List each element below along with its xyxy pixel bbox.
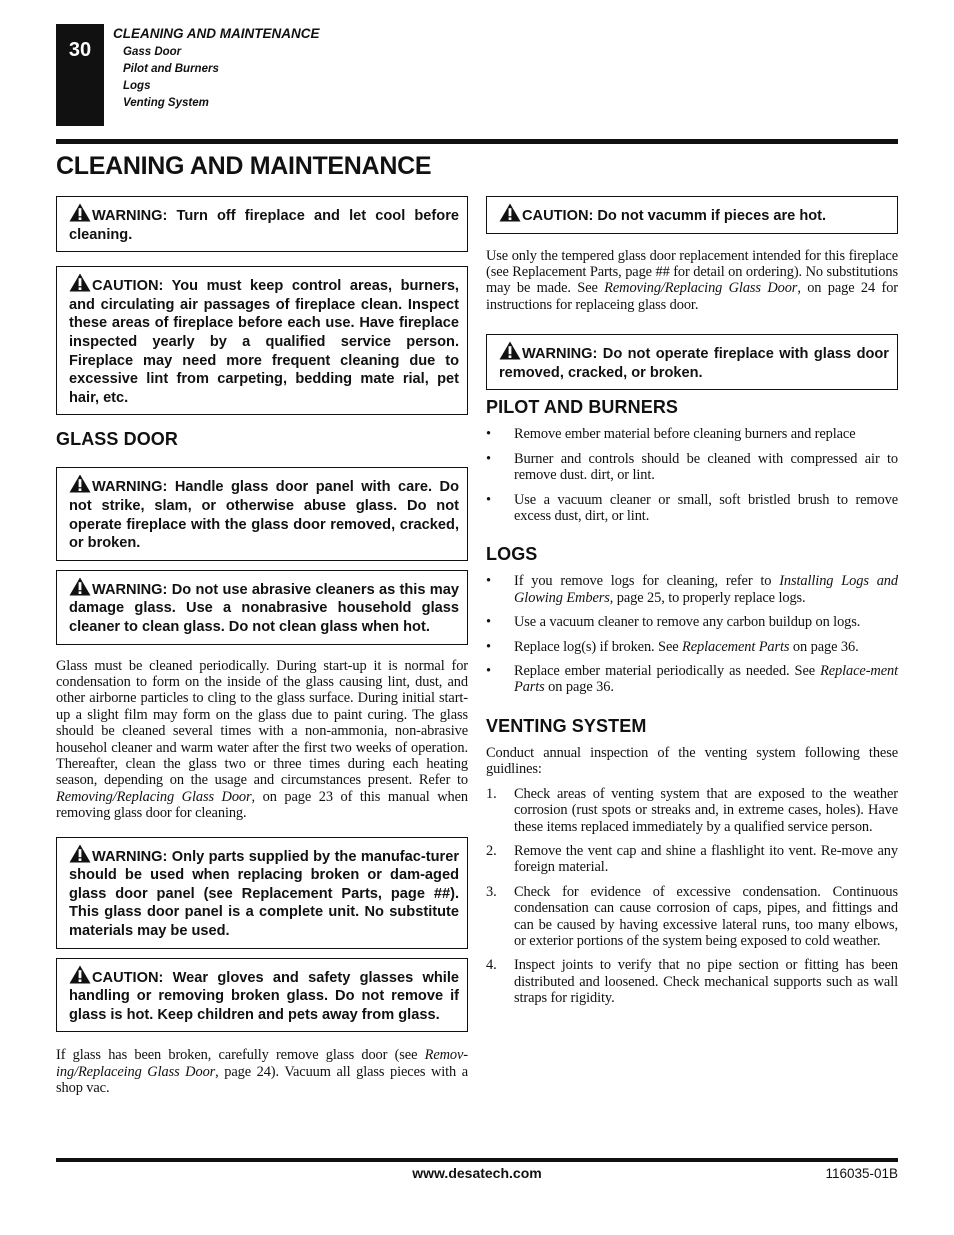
section-heading-venting-system: VENTING SYSTEM: [486, 715, 647, 736]
right-column: [486, 196, 898, 1007]
warning-box-abrasive: [56, 570, 468, 645]
header-rule: [56, 139, 898, 144]
logs-list: [486, 573, 898, 695]
list-item: [486, 843, 898, 876]
header-topic: Gass Door: [123, 46, 182, 58]
warning-text: WARNING: Handle glass door panel with care. Do not strike, slam, or otherwise abuse glass. Do not operate fireplace with the glass door removed, cracked, or broken.: [69, 479, 459, 552]
footer-url: www.desatech.com: [412, 1165, 542, 1181]
paragraph-text: , page 24). Vacuum all glass pieces with a shop vac.: [56, 1063, 468, 1097]
bullet-mark: •: [486, 450, 491, 467]
bullet-mark: •: [486, 426, 491, 443]
pilot-burners-list: [486, 426, 898, 524]
bullet-mark: •: [486, 614, 491, 631]
bullet-mark: •: [486, 573, 491, 590]
left-column: [56, 196, 468, 1097]
list-item-text: Use a vacuum cleaner to remove any carbon buildup on logs.: [514, 614, 861, 631]
list-item-text: If you remove logs for cleaning, refer to: [514, 573, 780, 590]
cross-reference: Remov-ing/Replaceing Glass Door: [56, 1047, 468, 1080]
warning-box-cool: [56, 196, 468, 252]
header-topic-list: [123, 44, 219, 112]
broken-glass-paragraph: [56, 1047, 468, 1096]
list-item: [486, 957, 898, 1006]
list-item-text: Burner and controls should be cleaned with compressed air to remove dust. dirt, or lint.: [514, 450, 898, 484]
warning-triangle-icon: [69, 203, 91, 222]
list-item-text: on page 36.: [544, 679, 614, 696]
paragraph-text: Glass must be cleaned periodically. During start-up it is normal for condensation to form on the inside of the glass causing lint, dust, and other airborne particles to cling to the glass surface. During initial start-up a slight film may form on the glass due to paint curing. The glass should be cleaned several times with a non-ammonia, non-abrasive househol cleaner and warm water after the first two weeks of operation. Thereafter, clean the glass two or three times during each heating season, depending on the usage and circumstances present. Refer to: [56, 657, 468, 789]
header-topic: Venting System: [123, 97, 209, 109]
list-item-text: Replace log(s) if broken. See: [514, 638, 683, 655]
warning-box-operate: [486, 334, 898, 390]
list-item: [486, 573, 898, 606]
list-item: [486, 614, 898, 630]
paragraph-text: If glass has been broken, carefully remove glass door (see: [56, 1047, 425, 1064]
step-number: 1.: [486, 785, 497, 802]
paragraph-text: , on page 24 for instructions for replaceing glass door.: [486, 280, 898, 313]
cross-reference: Installing Logs and Glowing Embers: [514, 573, 898, 606]
warning-text: WARNING: Do not use abrasive cleaners as this may damage glass. Use a nonabrasive household glass cleaner to clean glass. Do not clean glass when hot.: [69, 581, 459, 635]
warning-box-parts: [56, 837, 468, 949]
list-item-text: Remove ember material before cleaning burners and replace: [514, 426, 856, 443]
page-number: 30: [56, 24, 104, 126]
header-topic: Logs: [123, 80, 151, 92]
warning-triangle-icon: [69, 844, 91, 863]
list-item-text: Remove the vent cap and shine a flashlight ito vent. Re-move any foreign material.: [514, 842, 898, 876]
footer-document-code: 116035-01B: [825, 1166, 898, 1181]
list-item: [486, 884, 898, 950]
caution-box-vacuum: [486, 196, 898, 234]
list-item: [486, 492, 898, 525]
step-number: 4.: [486, 957, 497, 974]
section-heading-pilot-burners: PILOT AND BURNERS: [486, 397, 679, 418]
warning-triangle-icon: [69, 273, 91, 292]
cross-reference: Replace-ment Parts: [514, 663, 898, 696]
cross-reference: Removing/Replacing Glass Door: [56, 788, 252, 805]
warning-text: WARNING: Turn off fireplace and let cool before cleaning.: [69, 208, 459, 243]
warning-text: WARNING: Do not operate fireplace with glass door removed, cracked, or broken.: [499, 346, 889, 381]
bullet-mark: •: [486, 638, 491, 655]
warning-text: WARNING: Only parts supplied by the manufac-turer should be used when replacing broken or dam-aged glass door panel (see Replacement Parts, page ##). This glass door panel is a complete unit. No substitute materials may be used.: [69, 848, 459, 939]
page-title: CLEANING AND MAINTENANCE: [56, 152, 432, 180]
header-section-title: CLEANING AND MAINTENANCE: [113, 26, 320, 41]
footer-rule: [56, 1158, 898, 1162]
venting-intro-paragraph: Conduct annual inspection of the venting system following these guidlines:: [486, 744, 898, 778]
list-item-text: on page 36.: [789, 638, 859, 655]
warning-triangle-icon: [69, 474, 91, 493]
header-topic: Pilot and Burners: [123, 63, 219, 75]
warning-triangle-icon: [69, 965, 91, 984]
warning-box-handle: [56, 467, 468, 560]
section-heading-logs: LOGS: [486, 544, 538, 565]
caution-box-clean: [56, 266, 468, 415]
list-item: [486, 786, 898, 835]
list-item-text: Check for evidence of excessive condensation. Continuous condensation can cause corrosion of caps, pipes, and fittings and can be caused by having excessive lateral runs, too many elbows, or exterior portions of the system being exposed to cold weather.: [514, 883, 898, 949]
bullet-mark: •: [486, 663, 491, 680]
paragraph-text: Use only the tempered glass door replacement intended for this fireplace (see Replacement Parts, page ## for detail on ordering). No substitutions may be made. See: [486, 247, 898, 297]
venting-steps-list: [486, 786, 898, 1007]
paragraph-text: , on page 23 of this manual when removing glass door for cleaning.: [56, 788, 468, 822]
warning-triangle-icon: [499, 203, 521, 222]
list-item: [486, 426, 898, 442]
section-heading-glass-door: GLASS DOOR: [56, 429, 179, 450]
list-item-text: Inspect joints to verify that no pipe section or fitting has been distributed and loosened. Check mechanical supports such as wall straps for rigidity.: [514, 957, 898, 1007]
list-item: [486, 639, 898, 655]
caution-box-gloves: [56, 958, 468, 1033]
warning-triangle-icon: [69, 577, 91, 596]
caution-text: CAUTION: Wear gloves and safety glasses while handling or removing broken glass. Do not remove if glass is hot. Keep children and pets away from glass.: [69, 969, 459, 1023]
glass-cleaning-paragraph: [56, 658, 468, 822]
list-item: [486, 663, 898, 696]
caution-text: CAUTION: You must keep control areas, burners, and circulating air passages of fireplace clean. Inspect these areas of fireplace before each use. Have fireplace inspected yearly by a qualified service person. Fireplace may need more frequent cleaning due to excessive lint from carpeting, bedding mate rial, pet hair, etc.: [69, 278, 459, 406]
cross-reference: Replacement Parts: [682, 638, 790, 655]
caution-text: CAUTION: Do not vacumm if pieces are hot.: [522, 208, 827, 224]
list-item-text: Check areas of venting system that are exposed to the weather corrosion (rust spots or streaks and, in extreme cases, holes). Have these items replaced immediately by a qualified service person.: [514, 785, 898, 835]
bullet-mark: •: [486, 491, 491, 508]
tempered-glass-paragraph: [486, 248, 898, 314]
cross-reference: Removing/Replacing Glass Door: [604, 280, 798, 297]
step-number: 2.: [486, 842, 497, 859]
list-item-text: , page 25, to properly replace logs.: [609, 589, 806, 606]
list-item-text: Replace ember material periodically as needed. See: [514, 663, 821, 680]
list-item: [486, 451, 898, 484]
warning-triangle-icon: [499, 341, 521, 360]
step-number: 3.: [486, 883, 497, 900]
list-item-text: Use a vacuum cleaner or small, soft bristled brush to remove excess dust, dirt, or lint.: [514, 491, 898, 525]
